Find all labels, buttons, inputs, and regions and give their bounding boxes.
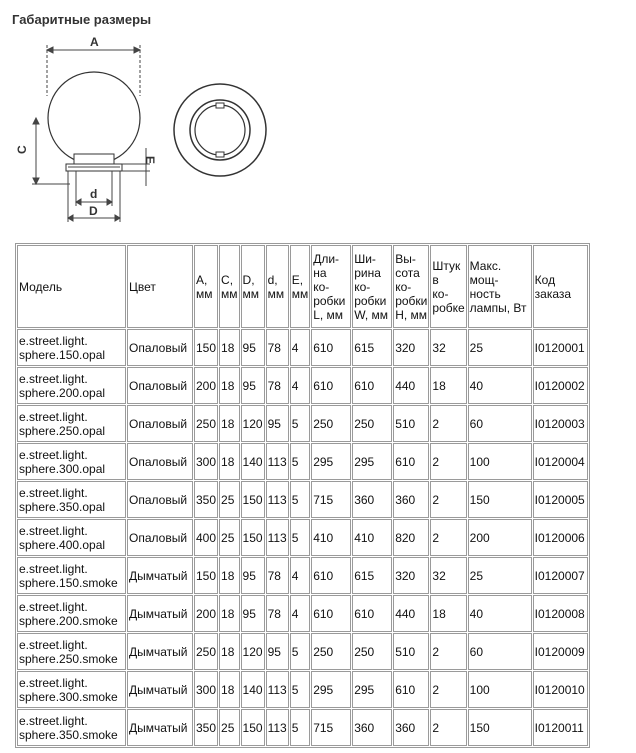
cell-qty: 2 [430,405,466,442]
model-cell [17,709,126,746]
model-cell [17,595,126,632]
column-header [311,245,351,328]
cell-code: I0120009 [533,633,588,670]
cell-color: Дымчатый [127,709,193,746]
cell-d: 95 [266,633,289,670]
cell-dd: 120 [241,633,265,670]
cell-e: 4 [290,595,311,632]
table-row [17,481,588,518]
cell-h: 360 [393,709,429,746]
cell-d: 113 [266,519,289,556]
cell-d: 78 [266,329,289,366]
column-header-line: робки [313,293,346,308]
cell-w: 610 [352,595,392,632]
column-header-line: лампы, Вт [469,300,527,315]
cell-color: Дымчатый [127,671,193,708]
cell-code: I0120005 [533,481,588,518]
table-row [17,633,588,670]
label-d-big: D [89,204,98,218]
cell-color: Опаловый [127,519,193,556]
cell-h: 610 [393,671,429,708]
cell-l: 295 [311,671,351,708]
cell-c: 18 [219,671,240,708]
cell-power: 100 [468,443,532,480]
column-header-line: мм [242,286,260,301]
table-row [17,519,588,556]
cell-l: 610 [311,329,351,366]
table-header-row [17,245,588,328]
table-row [17,557,588,594]
model-line: e.street.light. [19,409,88,424]
cell-power: 200 [468,519,532,556]
cell-color: Опаловый [127,405,193,442]
page-title: Габаритные размеры [12,12,152,27]
model-line: sphere.150.opal [19,347,106,362]
model-line: e.street.light. [19,333,88,348]
model-line: sphere.200.smoke [19,613,118,628]
cell-d: 113 [266,481,289,518]
cell-w: 250 [352,405,392,442]
column-header-line: D, [242,272,255,287]
cell-l: 610 [311,557,351,594]
cell-a: 150 [194,557,218,594]
cell-l: 250 [311,633,351,670]
model-line: sphere.300.smoke [19,689,118,704]
cell-a: 400 [194,519,218,556]
cell-dd: 150 [241,709,265,746]
model-cell [17,633,126,670]
cell-code: I0120001 [533,329,588,366]
label-e: E [143,156,157,165]
column-header-line: робки [395,293,428,308]
column-header [266,245,289,328]
cell-power: 150 [468,709,532,746]
cell-qty: 32 [430,557,466,594]
column-header-line: заказа [534,286,572,301]
model-line: e.street.light. [19,371,88,386]
cell-a: 250 [194,405,218,442]
model-line: sphere.250.smoke [19,651,118,666]
cell-h: 440 [393,367,429,404]
column-header-line: мм [196,286,213,301]
sphere-outline [48,72,140,164]
column-header-line: Код [534,272,556,287]
column-header [533,245,588,328]
cell-d: 113 [266,443,289,480]
cell-power: 60 [468,405,532,442]
cell-qty: 2 [430,519,466,556]
cell-w: 410 [352,519,392,556]
cell-power: 40 [468,595,532,632]
column-header-line: Дли- [313,251,340,266]
table-body [17,329,588,746]
model-line: sphere.150.smoke [19,575,118,590]
column-header-line: рина [354,265,381,280]
cell-c: 18 [219,367,240,404]
column-header-line: мощ- [469,272,499,287]
table-row [17,709,588,746]
cell-qty: 18 [430,595,466,632]
cell-a: 350 [194,709,218,746]
cell-w: 360 [352,481,392,518]
cell-qty: 32 [430,329,466,366]
label-d-small: d [90,187,98,201]
cell-power: 25 [468,557,532,594]
cell-c: 18 [219,405,240,442]
cell-c: 25 [219,481,240,518]
label-c: C [15,145,29,154]
column-header [430,245,466,328]
column-header-line: ко- [354,279,371,294]
cell-code: I0120004 [533,443,588,480]
model-cell [17,671,126,708]
cell-d: 78 [266,367,289,404]
cell-code: I0120007 [533,557,588,594]
cell-c: 18 [219,557,240,594]
cell-c: 18 [219,443,240,480]
cell-dd: 95 [241,557,265,594]
model-line: sphere.250.opal [19,423,106,438]
cell-color: Дымчатый [127,595,193,632]
column-header [352,245,392,328]
cell-c: 18 [219,595,240,632]
table-row [17,443,588,480]
column-header-line: Макс. [469,258,502,273]
model-line: sphere.350.opal [19,499,106,514]
model-cell [17,519,126,556]
cell-h: 610 [393,443,429,480]
cell-e: 5 [290,671,311,708]
column-header [194,245,218,328]
cell-l: 295 [311,443,351,480]
column-header-line: E, [291,272,304,287]
cell-c: 18 [219,329,240,366]
column-header [127,245,193,328]
model-line: sphere.200.opal [19,385,106,400]
cell-power: 40 [468,367,532,404]
column-header-line: W, мм [354,307,389,322]
model-cell [17,481,126,518]
cell-e: 4 [290,367,311,404]
model-cell [17,329,126,366]
cell-w: 615 [352,329,392,366]
cell-d: 78 [266,557,289,594]
cell-qty: 18 [430,367,466,404]
column-header [241,245,265,328]
model-line: e.street.light. [19,675,88,690]
column-header-line: мм [221,286,238,301]
cell-h: 510 [393,405,429,442]
cell-h: 360 [393,481,429,518]
cell-c: 18 [219,633,240,670]
cell-code: I0120003 [533,405,588,442]
cell-w: 360 [352,709,392,746]
model-line: sphere.300.opal [19,461,106,476]
model-line: e.street.light. [19,637,88,652]
cell-l: 410 [311,519,351,556]
cell-qty: 2 [430,443,466,480]
cell-power: 150 [468,481,532,518]
cell-w: 250 [352,633,392,670]
dimensions-table [15,243,590,748]
cell-e: 5 [290,443,311,480]
cell-l: 715 [311,709,351,746]
cell-a: 200 [194,595,218,632]
cell-a: 200 [194,367,218,404]
cell-color: Опаловый [127,367,193,404]
column-header-line: d, [267,272,278,287]
cell-color: Дымчатый [127,557,193,594]
dimension-drawing [10,36,290,226]
cell-e: 5 [290,405,311,442]
table-row [17,595,588,632]
column-header-line: Вы- [395,251,416,266]
column-header-line: в [432,272,439,287]
cell-e: 5 [290,481,311,518]
cell-e: 4 [290,329,311,366]
cell-a: 250 [194,633,218,670]
column-header-line: Цвет [129,279,156,294]
cell-h: 820 [393,519,429,556]
column-header-line: сота [395,265,420,280]
cell-qty: 2 [430,633,466,670]
cell-dd: 95 [241,329,265,366]
cell-code: I0120010 [533,671,588,708]
column-header-line: Штук [432,258,461,273]
column-header [393,245,429,328]
model-line: e.street.light. [19,447,88,462]
cell-qty: 2 [430,709,466,746]
model-cell [17,443,126,480]
cell-c: 25 [219,709,240,746]
cell-c: 25 [219,519,240,556]
cell-l: 250 [311,405,351,442]
cell-a: 300 [194,443,218,480]
cell-l: 610 [311,595,351,632]
cell-dd: 95 [241,367,265,404]
cell-dd: 95 [241,595,265,632]
cell-power: 25 [468,329,532,366]
cell-code: I0120011 [533,709,588,746]
cell-w: 610 [352,367,392,404]
cell-h: 320 [393,557,429,594]
column-header-line: робке [432,300,465,315]
cell-e: 4 [290,557,311,594]
cell-a: 300 [194,671,218,708]
cell-e: 5 [290,633,311,670]
column-header [219,245,240,328]
cell-d: 113 [266,671,289,708]
column-header-line: ко- [313,279,330,294]
cell-h: 510 [393,633,429,670]
cell-dd: 150 [241,519,265,556]
model-line: e.street.light. [19,523,88,538]
cell-h: 440 [393,595,429,632]
cell-code: I0120008 [533,595,588,632]
column-header-line: робки [354,293,387,308]
column-header-line: мм [267,286,285,301]
cell-qty: 2 [430,481,466,518]
cell-d: 95 [266,405,289,442]
cell-dd: 140 [241,443,265,480]
column-header-line: H, мм [395,307,428,322]
column-header-line: A, [196,272,208,287]
cell-color: Опаловый [127,443,193,480]
cell-power: 100 [468,671,532,708]
label-a: A [90,36,99,49]
table-row [17,671,588,708]
column-header [17,245,126,328]
cell-w: 615 [352,557,392,594]
cell-qty: 2 [430,671,466,708]
cell-code: I0120002 [533,367,588,404]
model-line: e.street.light. [19,561,88,576]
column-header-line: мм [291,286,309,301]
cell-w: 295 [352,671,392,708]
column-header [468,245,532,328]
cell-a: 350 [194,481,218,518]
column-header-line: L, мм [313,307,344,322]
cell-w: 295 [352,443,392,480]
cell-dd: 140 [241,671,265,708]
cell-power: 60 [468,633,532,670]
cell-code: I0120006 [533,519,588,556]
cell-l: 715 [311,481,351,518]
column-header-line: C, [221,272,234,287]
model-line: e.street.light. [19,599,88,614]
column-header-line: Ши- [354,251,376,266]
model-cell [17,405,126,442]
cell-color: Опаловый [127,329,193,366]
table-row [17,367,588,404]
cell-dd: 120 [241,405,265,442]
model-line: e.street.light. [19,713,88,728]
model-line: sphere.400.opal [19,537,106,552]
cell-l: 610 [311,367,351,404]
cell-a: 150 [194,329,218,366]
top-view-outer-ring [174,84,266,176]
cell-color: Опаловый [127,481,193,518]
cell-e: 5 [290,519,311,556]
cell-dd: 150 [241,481,265,518]
table-row [17,329,588,366]
cell-d: 113 [266,709,289,746]
table-row [17,405,588,442]
column-header [290,245,311,328]
column-header-line: на [313,265,327,280]
cell-h: 320 [393,329,429,366]
column-header-line: ко- [432,286,449,301]
model-cell [17,367,126,404]
column-header-line: ность [469,286,501,301]
model-line: sphere.350.smoke [19,727,118,742]
cell-e: 5 [290,709,311,746]
column-header-line: ко- [395,279,412,294]
model-line: e.street.light. [19,485,88,500]
cell-color: Дымчатый [127,633,193,670]
model-cell [17,557,126,594]
column-header-line: Модель [19,279,63,294]
cell-d: 78 [266,595,289,632]
